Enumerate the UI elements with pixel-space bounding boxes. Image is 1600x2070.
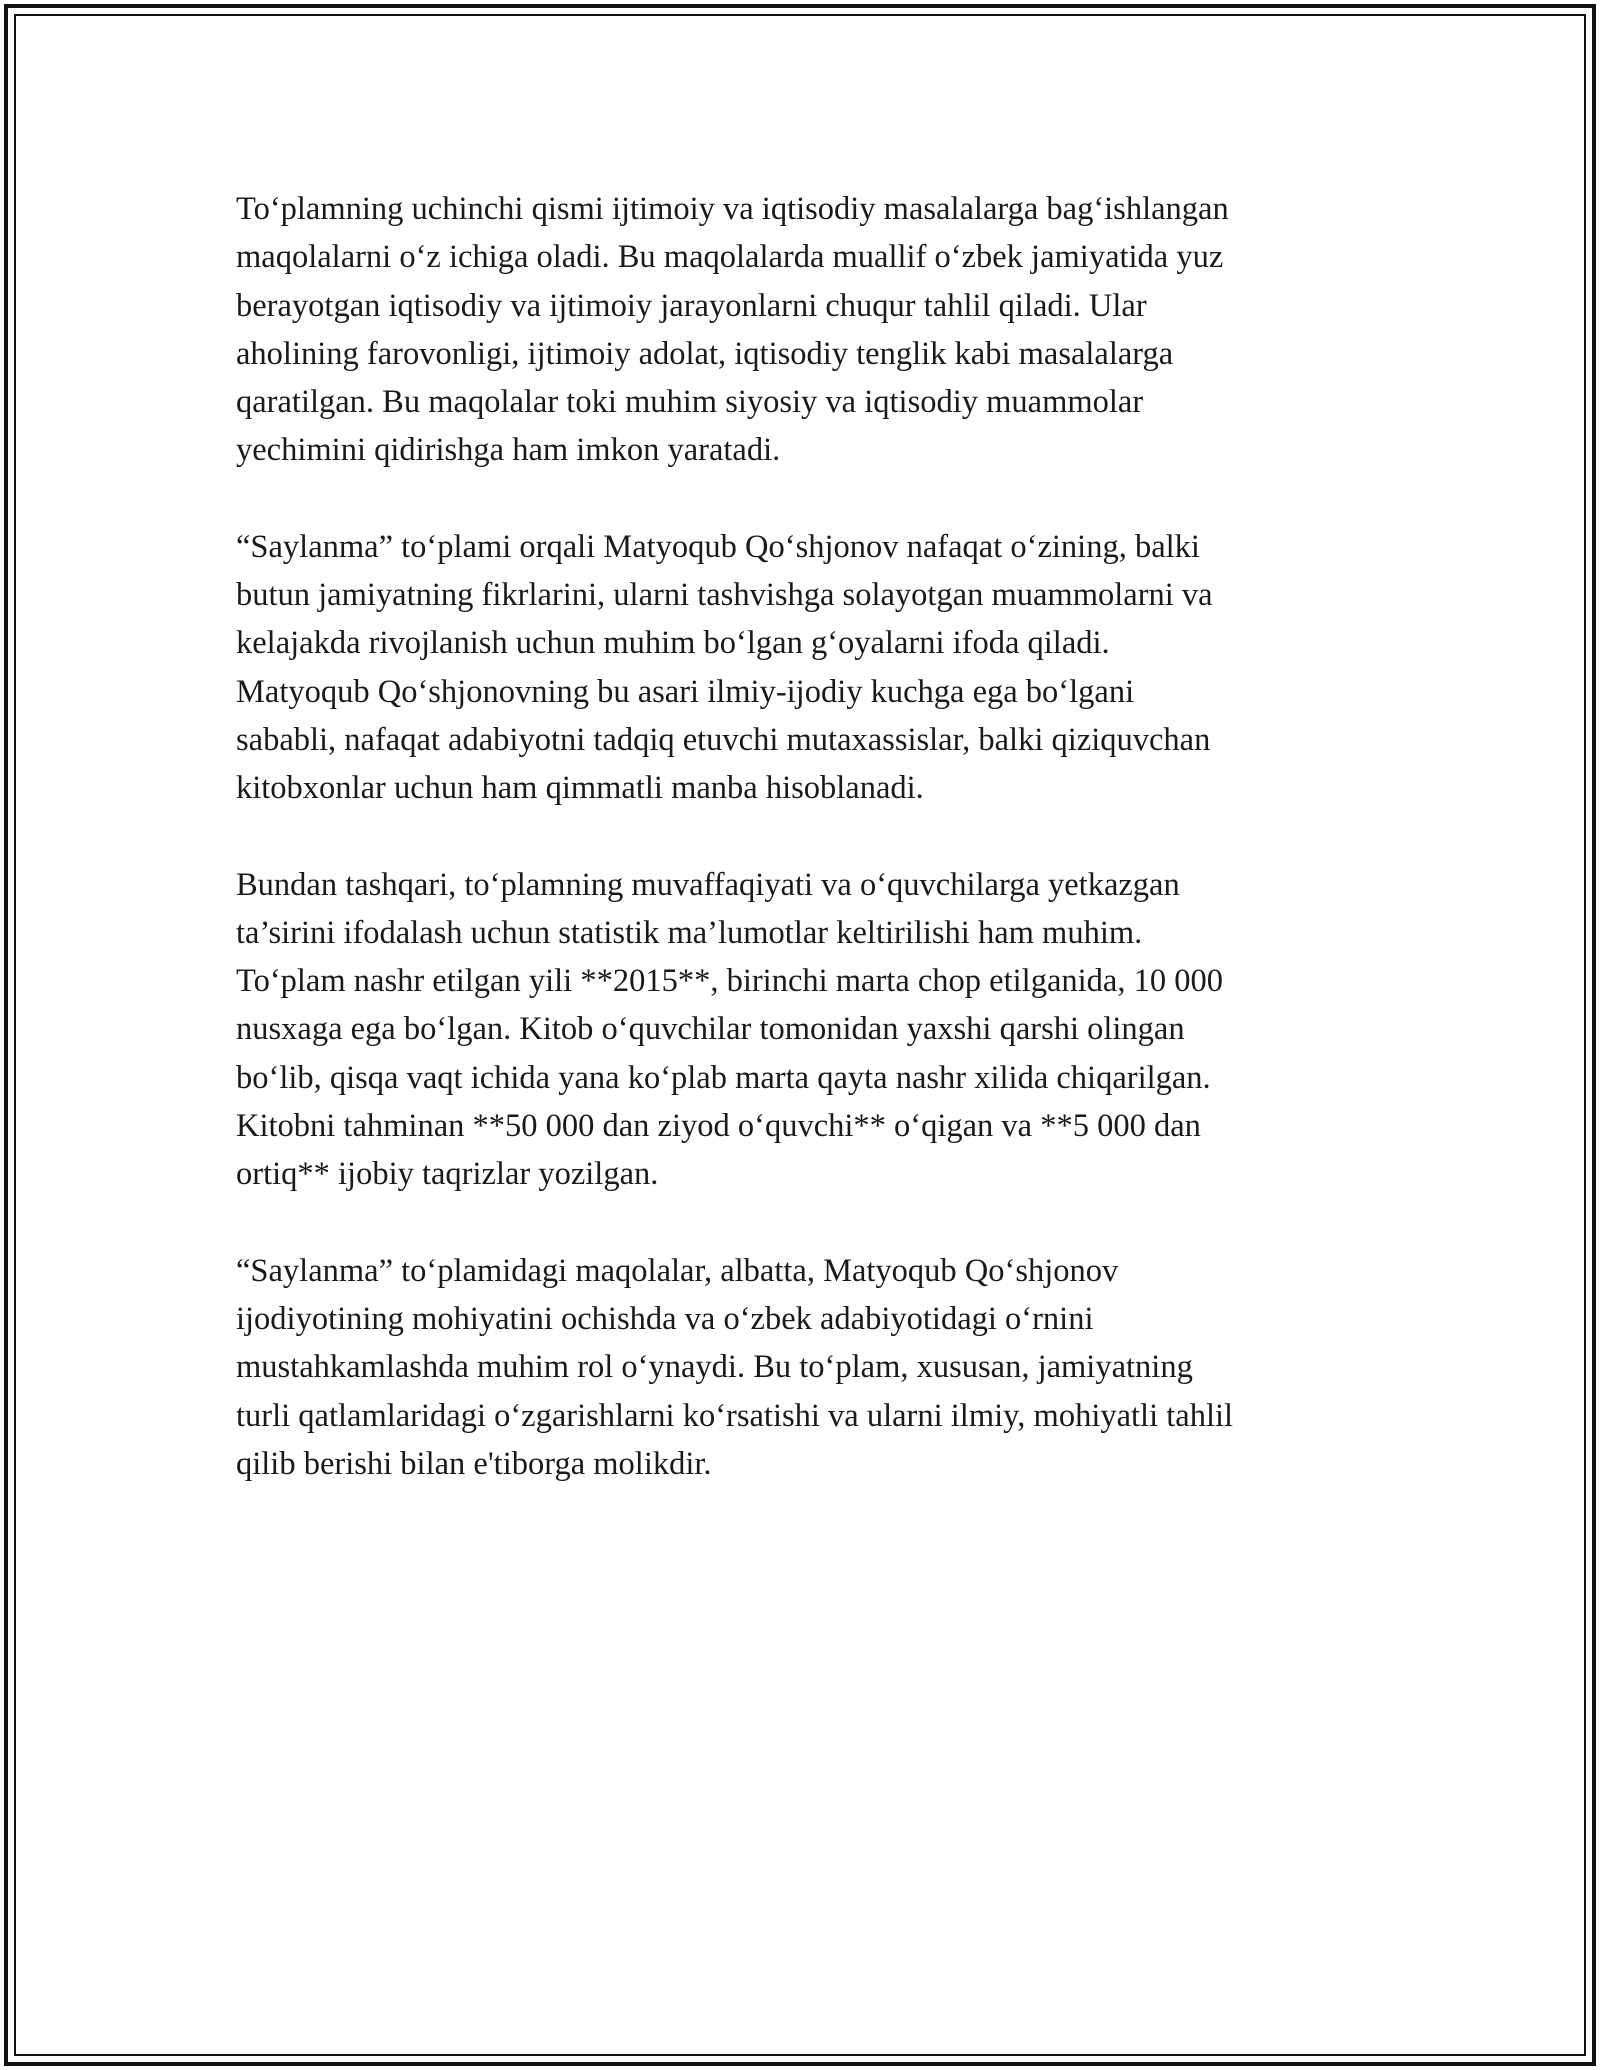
paragraph-2 (236, 523, 1376, 813)
paragraph-4 (236, 1247, 1376, 1488)
text-line: “Saylanma” to‘plamidagi maqolalar, albatta, Matyoqub Qo‘shjonov (236, 1252, 1119, 1289)
text-line: kitobxonlar uchun ham qimmatli manba hisoblanadi. (236, 770, 924, 807)
text-line: maqolalarni o‘z ichiga oladi. Bu maqolalarda muallif o‘zbek jamiyatida yuz (236, 239, 1224, 276)
text-line: mustahkamlashda muhim rol o‘ynaydi. Bu to‘plam, xususan, jamiyatning (236, 1349, 1193, 1386)
paragraph-1 (236, 185, 1376, 475)
text-line: Bundan tashqari, to‘plamning muvaffaqiyati va o‘quvchilarga yetkazgan (236, 866, 1180, 903)
text-line: kelajakda rivojlanish uchun muhim bo‘lgan g‘oyalarni ifoda qiladi. (236, 625, 1110, 662)
text-line: Matyoqub Qo‘shjonovning bu asari ilmiy-ijodiy kuchga ega bo‘lgani (236, 673, 1135, 710)
text-line: qilib berishi bilan e'tiborga molikdir. (236, 1445, 712, 1482)
text-line: To‘plamning uchinchi qismi ijtimoiy va iqtisodiy masalalarga bag‘ishlangan (236, 191, 1229, 227)
text-line: qaratilgan. Bu maqolalar toki muhim siyosiy va iqtisodiy muammolar (236, 384, 1144, 421)
text-line: butun jamiyatning fikrlarini, ularni tashvishga solayotgan muammolarni va (236, 577, 1213, 614)
text-line: yechimini qidirishga ham imkon yaratadi. (236, 432, 781, 469)
text-line: ta’sirini ifodalash uchun statistik ma’lumotlar keltirilishi ham muhim. (236, 914, 1143, 951)
text-line: sababli, nafaqat adabiyotni tadqiq etuvchi mutaxassislar, balki qiziquvchan (236, 721, 1211, 758)
text-line: “Saylanma” to‘plami orqali Matyoqub Qo‘shjonov nafaqat o‘zining, balki (236, 528, 1200, 565)
text-line: To‘plam nashr etilgan yili **2015**, birinchi marta chop etilganida, 10 000 (236, 963, 1223, 1000)
document-body (236, 185, 1376, 1536)
text-line: turli qatlamlaridagi o‘zgarishlarni ko‘rsatishi va ularni ilmiy, mohiyatli tahlil (236, 1397, 1234, 1434)
paragraph-3 (236, 861, 1376, 1199)
text-line: berayotgan iqtisodiy va ijtimoiy jarayonlarni chuqur tahlil qiladi. Ular (236, 287, 1147, 324)
text-line: aholining farovonligi, ijtimoiy adolat, iqtisodiy tenglik kabi masalalarga (236, 335, 1174, 372)
text-line: Kitobni tahminan **50 000 dan ziyod o‘quvchi** o‘qigan va **5 000 dan (236, 1108, 1201, 1145)
text-line: nusxaga ega bo‘lgan. Kitob o‘quvchilar tomonidan yaxshi qarshi olingan (236, 1011, 1185, 1048)
text-line: ijodiyotining mohiyatini ochishda va o‘zbek adabiyotidagi o‘rnini (236, 1300, 1094, 1337)
text-line: ortiq** ijobiy taqrizlar yozilgan. (236, 1156, 659, 1193)
text-line: bo‘lib, qisqa vaqt ichida yana ko‘plab marta qayta nashr xilida chiqarilgan. (236, 1059, 1211, 1096)
